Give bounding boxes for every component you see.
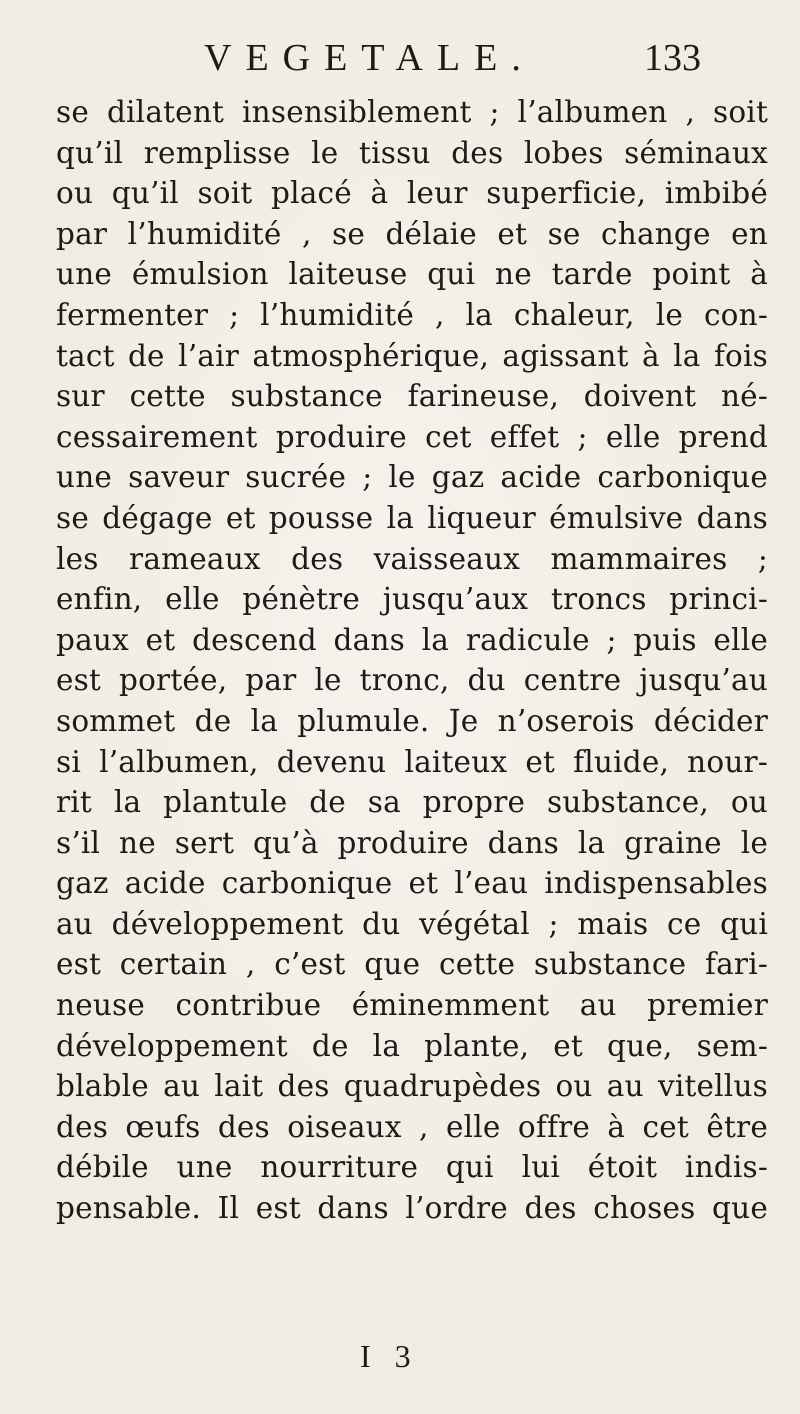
text-line: au développement du végétal ; mais ce qui <box>56 906 768 941</box>
text-line: une saveur sucrée ; le gaz acide carbonique <box>56 460 768 495</box>
text-line: ou qu’il soit placé à leur superficie, imbibé <box>56 176 768 211</box>
text-line: qu’il remplisse le tissu des lobes séminaux <box>56 135 768 170</box>
running-title: VEGETALE. <box>204 37 535 79</box>
text-line: neuse contribue éminemment au premier <box>56 988 768 1023</box>
text-line: développement de la plante, et que, sem- <box>56 1028 768 1063</box>
text-line: sommet de la plumule. Je n’oserois décider <box>56 703 768 738</box>
text-line: débile une nourriture qui lui étoit indis- <box>56 1150 768 1185</box>
text-line: est certain , c’est que cette substance fari- <box>56 947 768 982</box>
signature-mark: I 3 <box>360 1338 419 1374</box>
text-line: enfin, elle pénètre jusqu’aux troncs princi- <box>56 582 768 617</box>
text-line: tact de l’air atmosphérique, agissant à la fois <box>56 338 768 373</box>
text-line: une émulsion laiteuse qui ne tarde point à <box>56 257 768 292</box>
text-line: est portée, par le tronc, du centre jusqu’au <box>56 663 768 698</box>
text-line: s’il ne sert qu’à produire dans la graine le <box>56 825 768 860</box>
text-line: les rameaux des vaisseaux mammaires ; <box>56 541 768 576</box>
text-line: pensable. Il est dans l’ordre des choses que <box>56 1191 768 1226</box>
text-line: blable au lait des quadrupèdes ou au vitellus <box>56 1069 768 1104</box>
text-line: des œufs des oiseaux , elle offre à cet être <box>56 1109 768 1144</box>
text-line: paux et descend dans la radicule ; puis elle <box>56 622 768 657</box>
text-line: sur cette substance farineuse, doivent né- <box>56 379 768 414</box>
text-line: rit la plantule de sa propre substance, ou <box>56 785 768 820</box>
body-text <box>56 92 768 1229</box>
page-number: 133 <box>644 37 701 79</box>
text-line: gaz acide carbonique et l’eau indispensables <box>56 866 768 901</box>
running-head <box>204 36 704 80</box>
text-line: se dilatent insensiblement ; l’albumen , soit <box>56 95 768 129</box>
text-line: fermenter ; l’humidité , la chaleur, le con- <box>56 297 768 332</box>
text-line: se dégage et pousse la liqueur émulsive dans <box>56 500 768 535</box>
text-line: cessairement produire cet effet ; elle prend <box>56 419 768 454</box>
text-line: par l’humidité , se délaie et se change en <box>56 216 768 251</box>
text-line: si l’albumen, devenu laiteux et fluide, nour- <box>56 744 768 779</box>
